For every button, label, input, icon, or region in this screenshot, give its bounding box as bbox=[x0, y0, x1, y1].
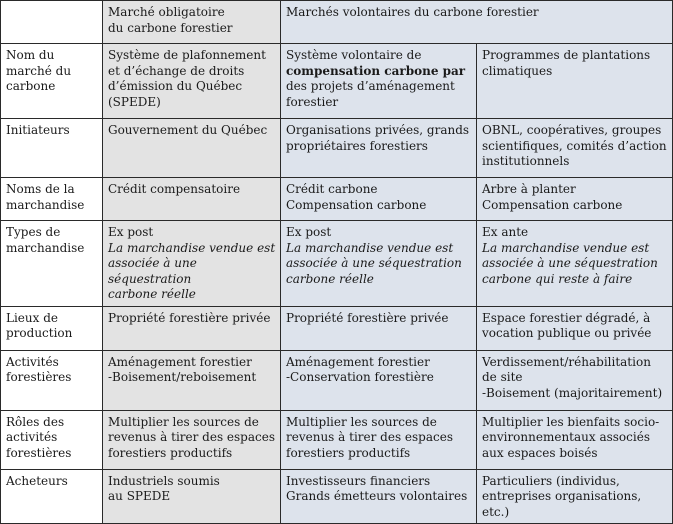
table-row bbox=[1, 221, 673, 307]
table-row bbox=[1, 178, 673, 221]
row-label: Initiateurs bbox=[1, 119, 103, 178]
mandatory-cell: Industriels soumis au SPEDE bbox=[103, 469, 281, 524]
voluntary-planting-cell: OBNL, coopératives, groupes scientifiques, comités d’action institutionnels bbox=[477, 119, 673, 178]
mandatory-cell: Propriété forestière privée bbox=[103, 306, 281, 350]
table-row bbox=[1, 469, 673, 524]
mandatory-cell: Ex post La marchandise vendue est associée à une séquestration carbone réelle bbox=[103, 221, 281, 307]
mandatory-cell: Gouvernement du Québec bbox=[103, 119, 281, 178]
voluntary-planting-cell: Programmes de plantations climatiques bbox=[477, 44, 673, 119]
voluntary-planting-cell: Particuliers (individus, entreprises organisations, etc.) bbox=[477, 469, 673, 524]
voluntary-offset-cell: Crédit carbone Compensation carbone bbox=[281, 178, 477, 221]
header-mandatory-market: Marché obligatoire du carbone forestier bbox=[103, 1, 281, 44]
table-row bbox=[1, 350, 673, 410]
voluntary-offset-cell: Aménagement forestier -Conservation forestière bbox=[281, 350, 477, 410]
voluntary-planting-cell: Ex ante La marchandise vendue est associée à une séquestration carbone qui reste à faire bbox=[477, 221, 673, 307]
mandatory-cell: Crédit compensatoire bbox=[103, 178, 281, 221]
voluntary-offset-cell: Système volontaire de compensation carbone par des projets d’aménagement forestier bbox=[281, 44, 477, 119]
table-row bbox=[1, 410, 673, 469]
voluntary-planting-cell: Espace forestier dégradé, à vocation publique ou privée bbox=[477, 306, 673, 350]
voluntary-planting-cell: Arbre à planter Compensation carbone bbox=[477, 178, 673, 221]
mandatory-cell: Multiplier les sources de revenus à tirer des espaces forestiers productifs bbox=[103, 410, 281, 469]
row-label: Rôles des activités forestières bbox=[1, 410, 103, 469]
voluntary-offset-cell: Propriété forestière privée bbox=[281, 306, 477, 350]
row-label: Types de marchandise bbox=[1, 221, 103, 307]
voluntary-offset-cell: Ex post La marchandise vendue est associée à une séquestration carbone réelle bbox=[281, 221, 477, 307]
voluntary-planting-cell: Verdissement/réhabilitation de site -Boisement (majoritairement) bbox=[477, 350, 673, 410]
header-voluntary-markets: Marchés volontaires du carbone forestier bbox=[281, 1, 673, 44]
row-label: Lieux de production bbox=[1, 306, 103, 350]
table-row bbox=[1, 119, 673, 178]
row-label: Acheteurs bbox=[1, 469, 103, 524]
row-label: Noms de la marchandise bbox=[1, 178, 103, 221]
voluntary-offset-cell: Multiplier les sources de revenus à tirer des espaces forestiers productifs bbox=[281, 410, 477, 469]
mandatory-cell: Système de plafonnement et d’échange de droits d’émission du Québec (SPEDE) bbox=[103, 44, 281, 119]
voluntary-offset-cell: Organisations privées, grands propriétaires forestiers bbox=[281, 119, 477, 178]
voluntary-offset-cell: Investisseurs financiers Grands émetteurs volontaires bbox=[281, 469, 477, 524]
mandatory-cell: Aménagement forestier -Boisement/reboisement bbox=[103, 350, 281, 410]
row-label: Nom du marché du carbone bbox=[1, 44, 103, 119]
table-row bbox=[1, 306, 673, 350]
header-blank-cell bbox=[1, 1, 103, 44]
voluntary-planting-cell: Multiplier les bienfaits socio- environnementaux associés aux espaces boisés bbox=[477, 410, 673, 469]
row-label: Activités forestières bbox=[1, 350, 103, 410]
table-row bbox=[1, 44, 673, 119]
